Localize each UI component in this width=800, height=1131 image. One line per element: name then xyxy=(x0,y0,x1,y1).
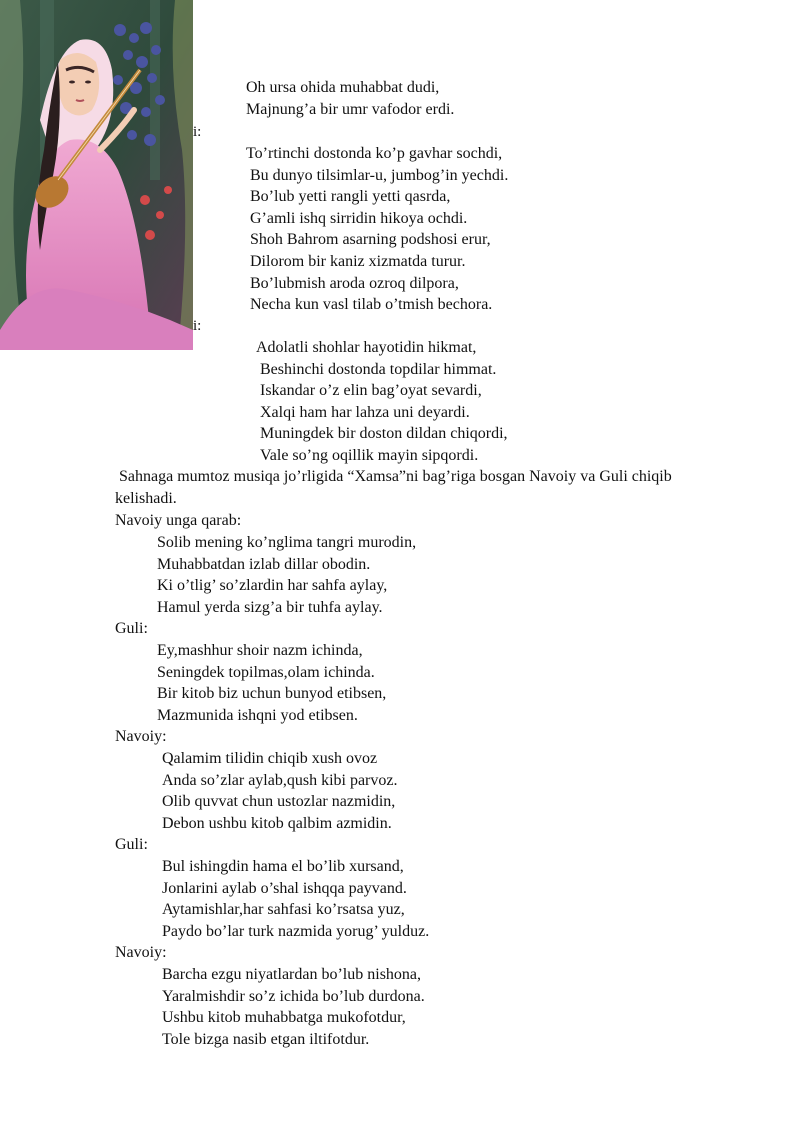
verse-line: To’rtinchi dostonda ko’p gavhar sochdi, xyxy=(246,145,503,162)
verse-line: Dilorom bir kaniz xizmatda turur. xyxy=(250,252,466,270)
dialogue-stanza xyxy=(162,964,425,1050)
dialogue-stanza xyxy=(157,532,416,618)
verse-line: Qalamim tilidin chiqib xush ovoz xyxy=(162,750,378,767)
verse-line: Olib quvvat chun ustozlar nazmidin, xyxy=(162,793,396,811)
speaker-label: Navoiy unga qarab: xyxy=(115,512,242,529)
dialogue-stanza xyxy=(162,856,429,942)
verse-line: Ki o’tlig’ so’zlardin har sahfa aylay, xyxy=(157,577,388,595)
verse-line: Paydo bo’lar turk nazmida yorug’ yulduz. xyxy=(162,922,430,940)
verse-line: Vale so’ng oqillik mayin sipqordi. xyxy=(260,446,479,464)
verse-line: Bul ishingdin hama el bo’lib xursand, xyxy=(162,858,404,875)
verse-line: Anda so’zlar aylab,qush kibi parvoz. xyxy=(162,771,398,789)
verse-line: Jonlarini aylab o’shal ishqqa payvand. xyxy=(162,879,407,897)
speaker-label: Navoiy: xyxy=(115,944,167,961)
verse-line: Debon ushbu kitob qalbim azmidin. xyxy=(162,814,392,832)
verse-line: Tole bizga nasib etgan iltifotdur. xyxy=(162,1030,370,1048)
woman-with-dutar-illustration xyxy=(0,0,193,350)
verse-line: Hamul yerda sizg’a bir tuhfa aylay. xyxy=(157,598,383,616)
verse-stanza-3 xyxy=(256,337,508,467)
verse-line: Iskandar o’z elin bag’oyat sevardi, xyxy=(260,382,482,400)
verse-line: Necha kun vasl tilab o’tmish bechora. xyxy=(250,296,493,314)
verse-line: Ey,mashhur shoir nazm ichinda, xyxy=(157,642,363,659)
verse-line: Aytamishlar,har sahfasi ko’rsatsa yuz, xyxy=(162,901,405,919)
verse-line: Ushbu kitob muhabbatga mukofotdur, xyxy=(162,1009,406,1027)
verse-line: Solib mening ko’nglima tangri murodin, xyxy=(157,534,417,551)
verse-line: Majnung’a bir umr vafodor erdi. xyxy=(246,100,455,118)
speaker-label: Navoiy: xyxy=(115,728,167,745)
speaker-label: Guli: xyxy=(115,620,148,637)
verse-line: Muningdek bir doston dildan chiqordi, xyxy=(260,425,508,443)
verse-line: Bo’lubmish aroda ozroq dilpora, xyxy=(250,274,459,292)
verse-line: Xalqi ham har lahza uni deyardi. xyxy=(260,403,470,421)
stray-mark: i: xyxy=(193,318,202,334)
verse-line: Shoh Bahrom asarning podshosi erur, xyxy=(250,231,491,249)
dialogue-stanza xyxy=(157,640,386,726)
verse-stanza-2 xyxy=(246,143,508,316)
stray-mark: i: xyxy=(193,124,202,140)
verse-line: Bu dunyo tilsimlar-u, jumbog’in yechdi. xyxy=(250,166,509,184)
verse-line: Adolatli shohlar hayotidin hikmat, xyxy=(256,339,477,356)
verse-line: Mazmunida ishqni yod etibsen. xyxy=(157,706,358,724)
verse-line: Beshinchi dostonda topdilar himmat. xyxy=(260,360,497,378)
verse-line: Oh ursa ohida muhabbat dudi, xyxy=(246,79,440,96)
verse-line: Muhabbatdan izlab dillar obodin. xyxy=(157,555,371,573)
dialogue-stanza xyxy=(162,748,397,834)
verse-line: Seningdek topilmas,olam ichinda. xyxy=(157,663,375,681)
speaker-label: Guli: xyxy=(115,836,148,853)
verse-line: Yaralmishdir so’z ichida bo’lub durdona. xyxy=(162,987,425,1005)
verse-line: Bir kitob biz uchun bunyod etibsen, xyxy=(157,685,387,703)
verse-line: G’amli ishq sirridin hikoya ochdi. xyxy=(250,209,468,227)
verse-line: Bo’lub yetti rangli yetti qasrda, xyxy=(250,188,451,206)
stage-direction: Sahnaga mumtoz musiqa jo’rligida “Xamsa”ni bag’riga bosgan Navoiy va Guli chiqib kelishadi. xyxy=(115,468,672,507)
verse-stanza-1 xyxy=(246,77,454,120)
verse-line: Barcha ezgu niyatlardan bo’lub nishona, xyxy=(162,966,422,983)
